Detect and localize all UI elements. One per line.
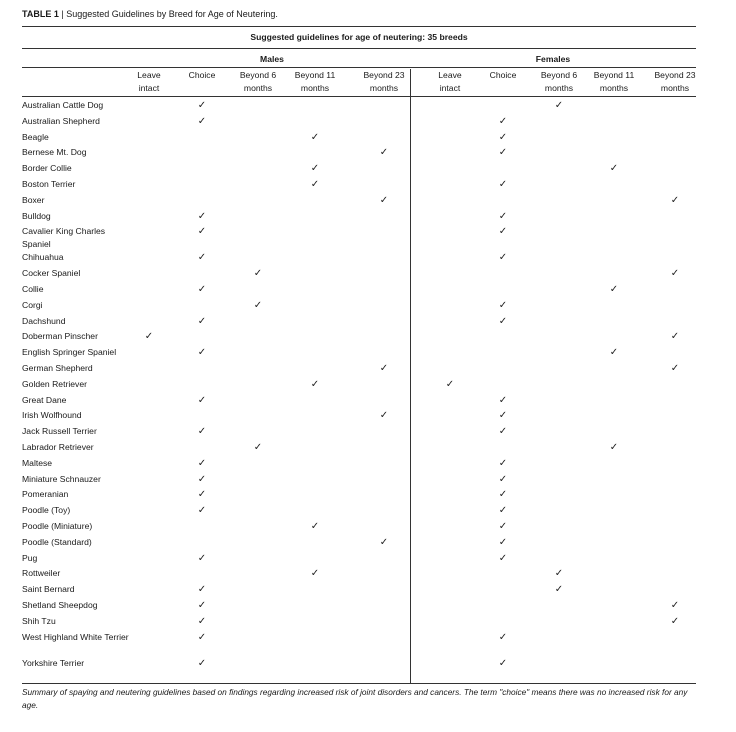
check-icon: ✓ <box>197 600 207 611</box>
table-row-breed: Cocker Spaniel <box>22 268 81 279</box>
check-icon: ✓ <box>253 442 263 453</box>
table-row-breed: German Shepherd <box>22 363 93 373</box>
column-header-line: intact <box>439 82 461 93</box>
caption-text: Suggested Guidelines by Breed for Age of Neutering. <box>66 9 278 19</box>
check-icon: ✓ <box>609 284 619 295</box>
check-icon: ✓ <box>498 505 508 517</box>
table-row-breed: West Highland White Terrier <box>22 631 129 642</box>
table-row-breed: Pomeranian <box>22 489 69 500</box>
column-header-line: months <box>660 82 690 93</box>
check-icon: ✓ <box>670 268 680 280</box>
caption-separator: | <box>58 9 67 19</box>
check-icon: ✓ <box>197 584 207 596</box>
table-title: Suggested guidelines for age of neutering: 35 breeds <box>250 32 468 42</box>
check-icon: ✓ <box>670 363 680 374</box>
table-row-breed: Australian Shepherd <box>22 115 100 126</box>
check-icon: ✓ <box>197 657 207 669</box>
check-icon: ✓ <box>197 226 207 238</box>
table-row-breed: Labrador Retriever <box>22 442 94 452</box>
column-header-line: months <box>243 82 273 93</box>
check-icon: ✓ <box>498 179 508 190</box>
check-icon: ✓ <box>498 226 508 238</box>
table-row-breed: Miniature Schnauzer <box>22 473 101 484</box>
check-icon: ✓ <box>609 442 619 453</box>
check-icon: ✓ <box>379 536 389 548</box>
table-row-breed: Irish Wolfhound <box>22 410 82 421</box>
table-row-breed: Shetland Sheepdog <box>22 600 98 610</box>
group-rule <box>22 67 696 68</box>
table-row-breed: Poodle (Standard) <box>22 536 92 547</box>
check-icon: ✓ <box>197 505 207 517</box>
header-rule <box>22 96 696 97</box>
column-header-line: months <box>599 82 629 93</box>
check-icon: ✓ <box>554 100 564 111</box>
column-header-line: Beyond 23 <box>363 70 405 80</box>
column-header-male-4 <box>354 69 414 94</box>
check-icon: ✓ <box>445 378 455 390</box>
check-icon: ✓ <box>253 299 263 311</box>
check-icon: ✓ <box>670 331 680 343</box>
check-icon: ✓ <box>498 631 508 643</box>
column-header-line: Beyond 23 <box>654 70 696 80</box>
table-label: TABLE 1 <box>22 9 59 19</box>
table-row-breed: Pug <box>22 552 38 563</box>
table-row-breed: Saint Bernard <box>22 584 75 595</box>
title-rule <box>22 48 696 49</box>
check-icon: ✓ <box>197 457 207 469</box>
check-icon: ✓ <box>197 315 207 327</box>
check-icon: ✓ <box>310 179 320 190</box>
check-icon: ✓ <box>197 426 207 438</box>
table-row-breed: Poodle (Miniature) <box>22 521 93 531</box>
check-icon: ✓ <box>554 584 564 596</box>
check-icon: ✓ <box>498 521 508 532</box>
table-row-breed: Beagle <box>22 131 49 142</box>
check-icon: ✓ <box>379 194 389 206</box>
check-icon: ✓ <box>197 631 207 643</box>
column-header-line: intact <box>138 82 160 93</box>
check-icon: ✓ <box>498 657 508 669</box>
group-header-males: Males <box>260 54 284 64</box>
column-header-line: months <box>300 82 330 93</box>
neutering-guidelines-table <box>22 26 696 684</box>
check-icon: ✓ <box>498 315 508 327</box>
check-icon: ✓ <box>379 363 389 374</box>
check-icon: ✓ <box>498 299 508 311</box>
table-row-breed: Border Collie <box>22 163 72 174</box>
check-icon: ✓ <box>609 163 619 175</box>
check-icon: ✓ <box>253 268 263 280</box>
check-icon: ✓ <box>498 426 508 438</box>
table-row-breed: Doberman Pinscher <box>22 331 98 342</box>
check-icon: ✓ <box>310 521 320 532</box>
column-header-female-0 <box>422 69 478 94</box>
check-icon: ✓ <box>197 284 207 295</box>
table-row-breed: Bulldog <box>22 210 51 221</box>
check-icon: ✓ <box>310 131 320 143</box>
group-header-females: Females <box>535 54 571 64</box>
check-icon: ✓ <box>197 552 207 564</box>
column-header-line: months <box>369 82 399 93</box>
check-icon: ✓ <box>197 100 207 111</box>
check-icon: ✓ <box>670 600 680 611</box>
check-icon: ✓ <box>197 252 207 264</box>
table-row-breed: Shih Tzu <box>22 615 56 626</box>
table-bottom-rule <box>22 683 696 684</box>
check-icon: ✓ <box>498 252 508 264</box>
check-icon: ✓ <box>197 210 207 222</box>
table-row-breed: Rottweiler <box>22 568 61 579</box>
column-header-male-2 <box>230 69 286 94</box>
column-header-line: Leave <box>137 70 161 80</box>
check-icon: ✓ <box>609 347 619 359</box>
check-icon: ✓ <box>498 115 508 127</box>
check-icon: ✓ <box>197 489 207 501</box>
table-row-breed: Dachshund <box>22 315 66 326</box>
column-header-female-1 <box>475 69 531 94</box>
column-header-line: Choice <box>188 70 216 80</box>
check-icon: ✓ <box>197 615 207 627</box>
check-icon: ✓ <box>197 347 207 359</box>
check-icon: ✓ <box>310 568 320 580</box>
table-row-breed: Maltese <box>22 457 53 468</box>
table-row-breed: Cavalier King Charles Spaniel <box>22 226 106 250</box>
table-row-breed: Chihuahua <box>22 252 64 263</box>
column-header-line <box>174 82 230 95</box>
check-icon: ✓ <box>379 147 389 159</box>
check-icon: ✓ <box>498 210 508 222</box>
table-row-breed: Boxer <box>22 194 45 205</box>
table-row-breed: Yorkshire Terrier <box>22 657 85 668</box>
check-icon: ✓ <box>197 473 207 485</box>
check-icon: ✓ <box>197 394 207 406</box>
check-icon: ✓ <box>197 115 207 127</box>
column-header-female-4 <box>650 69 700 94</box>
check-icon: ✓ <box>498 552 508 564</box>
check-icon: ✓ <box>670 194 680 206</box>
column-header-line: Beyond 11 <box>294 70 336 80</box>
column-header-line: Choice <box>489 70 517 80</box>
column-header-line: Beyond 6 <box>239 70 277 80</box>
check-icon: ✓ <box>498 489 508 501</box>
check-icon: ✓ <box>498 536 508 548</box>
check-icon: ✓ <box>498 131 508 143</box>
check-icon: ✓ <box>498 473 508 485</box>
gender-divider <box>410 69 411 683</box>
table-row-breed: Boston Terrier <box>22 179 76 189</box>
table-row-breed: Bernese Mt. Dog <box>22 147 87 158</box>
table-top-rule <box>22 26 696 27</box>
table-row-breed: Great Dane <box>22 394 67 405</box>
check-icon: ✓ <box>498 457 508 469</box>
check-icon: ✓ <box>670 615 680 627</box>
table-caption <box>22 9 278 19</box>
check-icon: ✓ <box>310 163 320 175</box>
check-icon: ✓ <box>498 394 508 406</box>
column-header-line: Leave <box>438 70 462 80</box>
column-header-line: Beyond 11 <box>593 70 635 80</box>
check-icon: ✓ <box>144 331 154 343</box>
column-header-female-3 <box>586 69 642 94</box>
table-footnote: Summary of spaying and neutering guidelines based on findings regarding increased risk of joint disorders and cancers. The term "choice" means there was no increased risk for any age. <box>22 687 688 710</box>
column-header-female-2 <box>531 69 587 94</box>
column-header-male-3 <box>287 69 343 94</box>
check-icon: ✓ <box>554 568 564 580</box>
table-row-breed: Collie <box>22 284 44 294</box>
table-row-breed: Australian Cattle Dog <box>22 100 104 110</box>
table-row-breed: Poodle (Toy) <box>22 505 71 516</box>
column-header-line <box>475 82 531 95</box>
check-icon: ✓ <box>498 147 508 159</box>
column-header-male-1 <box>174 69 230 94</box>
column-header-male-0 <box>121 69 177 94</box>
check-icon: ✓ <box>310 378 320 390</box>
table-row-breed: Golden Retriever <box>22 378 87 389</box>
table-row-breed: English Springer Spaniel <box>22 347 117 358</box>
check-icon: ✓ <box>379 410 389 422</box>
column-header-line: Beyond 6 <box>540 70 578 80</box>
column-header-line: months <box>544 82 574 93</box>
table-row-breed: Jack Russell Terrier <box>22 426 97 437</box>
table-row-breed: Corgi <box>22 299 43 310</box>
check-icon: ✓ <box>498 410 508 422</box>
